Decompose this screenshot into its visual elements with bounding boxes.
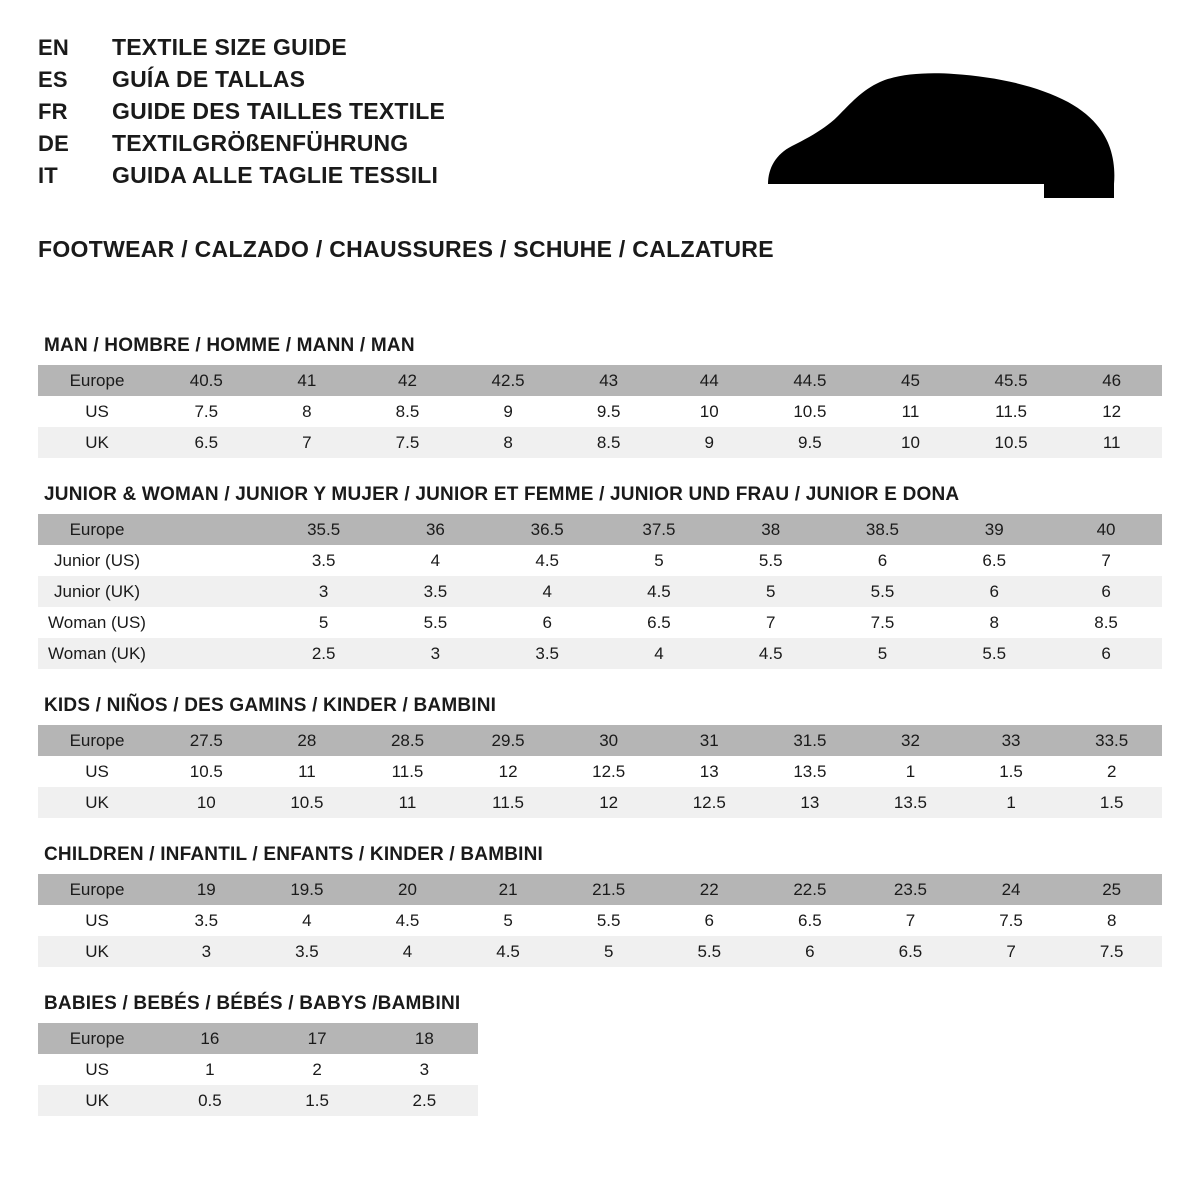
table-row — [38, 756, 1162, 787]
table-cell: 5 — [458, 905, 559, 936]
table-cell: 8.5 — [1050, 607, 1162, 638]
table-row — [38, 725, 1162, 756]
table-cell: 8 — [257, 396, 358, 427]
table-cell: 3.5 — [491, 638, 603, 669]
table-cell: 32 — [860, 725, 961, 756]
table-cell: 9.5 — [760, 427, 861, 458]
table-cell: 33 — [961, 725, 1062, 756]
section-title: BABIES / BEBÉS / BÉBÉS / BABYS /BAMBINI — [44, 993, 461, 1014]
table-cell: 5.5 — [659, 936, 760, 967]
table-cell: 10 — [860, 427, 961, 458]
language-title: TEXTILE SIZE GUIDE — [112, 34, 347, 60]
table-cell: 4 — [257, 905, 358, 936]
language-title-list — [38, 36, 445, 196]
table-cell: 4 — [603, 638, 715, 669]
section-man — [38, 335, 1162, 458]
table-cell: 7.5 — [1061, 936, 1162, 967]
table-cell: 5.5 — [938, 638, 1050, 669]
table-cell: 3.5 — [156, 905, 257, 936]
table-cell: 42.5 — [458, 365, 559, 396]
table-cell: 17 — [264, 1023, 371, 1054]
table-cell: 35.5 — [268, 514, 380, 545]
table-cell: 6.5 — [860, 936, 961, 967]
row-label: US — [38, 1054, 156, 1085]
table-cell: 12 — [458, 756, 559, 787]
row-label: US — [38, 396, 156, 427]
table-cell: 43 — [558, 365, 659, 396]
table-cell: 1 — [961, 787, 1062, 818]
table-cell: 12 — [558, 787, 659, 818]
table-cell: 7.5 — [357, 427, 458, 458]
table-cell: 6 — [827, 545, 939, 576]
table-cell: 13.5 — [760, 756, 861, 787]
table-cell: 3.5 — [257, 936, 358, 967]
table-cell: 9 — [458, 396, 559, 427]
table-cell — [156, 607, 268, 638]
table-cell: 44.5 — [760, 365, 861, 396]
table-cell: 1 — [860, 756, 961, 787]
row-label: US — [38, 756, 156, 787]
row-label: Junior (UK) — [38, 576, 156, 607]
table-cell: 5 — [268, 607, 380, 638]
table-cell: 4.5 — [357, 905, 458, 936]
table-cell: 2.5 — [268, 638, 380, 669]
section-kids — [38, 695, 1162, 818]
table-cell: 10 — [156, 787, 257, 818]
row-label: Europe — [38, 725, 156, 756]
table-cell: 6 — [1050, 638, 1162, 669]
table-cell: 4 — [380, 545, 492, 576]
table-cell: 5.5 — [380, 607, 492, 638]
table-cell: 10 — [659, 396, 760, 427]
language-title: GUIDA ALLE TAGLIE TESSILI — [112, 162, 439, 188]
table-cell: 3.5 — [380, 576, 492, 607]
table-cell: 12 — [1061, 396, 1162, 427]
table-cell: 9.5 — [558, 396, 659, 427]
table-cell: 11 — [257, 756, 358, 787]
table-cell: 8 — [938, 607, 1050, 638]
table-cell: 38.5 — [827, 514, 939, 545]
table-cell: 3.5 — [268, 545, 380, 576]
table-cell: 2 — [264, 1054, 371, 1085]
table-cell: 44 — [659, 365, 760, 396]
table-cell: 6 — [491, 607, 603, 638]
table-cell: 45 — [860, 365, 961, 396]
table-cell: 5 — [558, 936, 659, 967]
table-cell: 7 — [715, 607, 827, 638]
table-cell: 10.5 — [257, 787, 358, 818]
table-cell: 18 — [371, 1023, 478, 1054]
row-label: Europe — [38, 1023, 156, 1054]
table-cell: 7 — [860, 905, 961, 936]
table-cell: 39 — [938, 514, 1050, 545]
table-cell: 6 — [1050, 576, 1162, 607]
table-cell: 42 — [357, 365, 458, 396]
row-label: Woman (US) — [38, 607, 156, 638]
language-code: ES — [38, 67, 68, 92]
table-cell: 6.5 — [156, 427, 257, 458]
table-cell: 13 — [760, 787, 861, 818]
table-cell: 36 — [380, 514, 492, 545]
table-cell: 31.5 — [760, 725, 861, 756]
row-label: Europe — [38, 514, 156, 545]
language-code: FR — [38, 99, 68, 124]
row-label: Junior (US) — [38, 545, 156, 576]
table-cell: 23.5 — [860, 874, 961, 905]
table-cell: 29.5 — [458, 725, 559, 756]
table-cell: 36.5 — [491, 514, 603, 545]
table-cell: 11 — [357, 787, 458, 818]
table-row — [38, 607, 1162, 638]
size-table — [38, 365, 1162, 458]
table-row — [38, 576, 1162, 607]
table-cell: 5 — [603, 545, 715, 576]
table-cell: 5 — [827, 638, 939, 669]
table-cell: 6.5 — [760, 905, 861, 936]
table-cell: 10.5 — [961, 427, 1062, 458]
table-cell — [156, 576, 268, 607]
table-cell: 12.5 — [659, 787, 760, 818]
row-label: UK — [38, 787, 156, 818]
table-cell: 11 — [1061, 427, 1162, 458]
table-cell: 37.5 — [603, 514, 715, 545]
table-cell: 25 — [1061, 874, 1162, 905]
table-cell: 7 — [257, 427, 358, 458]
table-cell: 6 — [760, 936, 861, 967]
table-cell: 5 — [715, 576, 827, 607]
table-cell: 45.5 — [961, 365, 1062, 396]
table-cell: 1 — [156, 1054, 263, 1085]
section-children — [38, 844, 1162, 967]
table-cell: 4.5 — [458, 936, 559, 967]
table-row — [38, 1023, 478, 1054]
table-cell: 38 — [715, 514, 827, 545]
row-label: US — [38, 905, 156, 936]
table-cell: 28 — [257, 725, 358, 756]
table-cell: 10.5 — [760, 396, 861, 427]
table-cell: 3 — [156, 936, 257, 967]
table-cell: 40 — [1050, 514, 1162, 545]
row-label: UK — [38, 936, 156, 967]
table-cell: 3 — [268, 576, 380, 607]
table-cell: 7.5 — [827, 607, 939, 638]
table-cell: 6.5 — [603, 607, 715, 638]
table-cell: 1.5 — [264, 1085, 371, 1116]
size-table — [38, 725, 1162, 818]
table-row — [38, 396, 1162, 427]
table-cell: 2.5 — [371, 1085, 478, 1116]
section-junior-woman — [38, 484, 1162, 669]
table-cell: 5.5 — [827, 576, 939, 607]
table-row — [38, 874, 1162, 905]
language-row — [38, 164, 445, 187]
category-heading: FOOTWEAR / CALZADO / CHAUSSURES / SCHUHE / CALZATURE — [38, 236, 774, 262]
table-cell: 21.5 — [558, 874, 659, 905]
table-cell: 24 — [961, 874, 1062, 905]
table-cell: 8 — [458, 427, 559, 458]
table-cell: 8.5 — [558, 427, 659, 458]
language-title: GUÍA DE TALLAS — [112, 66, 306, 92]
table-row — [38, 427, 1162, 458]
section-babies — [38, 993, 1162, 1116]
language-code: IT — [38, 163, 58, 188]
table-row — [38, 936, 1162, 967]
table-cell: 4.5 — [603, 576, 715, 607]
table-cell: 5.5 — [715, 545, 827, 576]
table-cell: 8.5 — [357, 396, 458, 427]
table-cell: 3 — [371, 1054, 478, 1085]
row-label: UK — [38, 427, 156, 458]
table-cell: 4 — [491, 576, 603, 607]
language-row — [38, 100, 445, 123]
table-row — [38, 545, 1162, 576]
dress-shoe-icon-wrap — [748, 72, 1128, 202]
table-cell: 40.5 — [156, 365, 257, 396]
table-cell: 4 — [357, 936, 458, 967]
table-cell: 28.5 — [357, 725, 458, 756]
table-cell: 6 — [938, 576, 1050, 607]
table-cell: 20 — [357, 874, 458, 905]
row-label: Europe — [38, 874, 156, 905]
table-cell: 13 — [659, 756, 760, 787]
table-cell: 1.5 — [1061, 787, 1162, 818]
table-cell: 2 — [1061, 756, 1162, 787]
table-cell: 27.5 — [156, 725, 257, 756]
table-cell: 19.5 — [257, 874, 358, 905]
table-cell: 11.5 — [961, 396, 1062, 427]
table-cell: 13.5 — [860, 787, 961, 818]
table-row — [38, 905, 1162, 936]
table-cell: 30 — [558, 725, 659, 756]
table-row — [38, 514, 1162, 545]
language-code: DE — [38, 131, 69, 156]
row-label: UK — [38, 1085, 156, 1116]
table-cell: 16 — [156, 1023, 263, 1054]
size-table — [38, 514, 1162, 669]
table-cell: 11.5 — [357, 756, 458, 787]
table-cell: 4.5 — [491, 545, 603, 576]
table-cell — [156, 638, 268, 669]
table-cell: 19 — [156, 874, 257, 905]
table-cell: 10.5 — [156, 756, 257, 787]
dress-shoe-icon — [758, 72, 1118, 202]
table-cell: 22.5 — [760, 874, 861, 905]
table-cell — [156, 514, 268, 545]
table-cell: 31 — [659, 725, 760, 756]
table-cell: 7 — [1050, 545, 1162, 576]
language-row — [38, 36, 445, 59]
language-title: TEXTILGRÖßENFÜHRUNG — [112, 130, 409, 156]
table-cell: 9 — [659, 427, 760, 458]
language-code: EN — [38, 35, 69, 60]
table-cell: 11.5 — [458, 787, 559, 818]
table-cell: 0.5 — [156, 1085, 263, 1116]
table-cell: 7.5 — [156, 396, 257, 427]
table-cell: 11 — [860, 396, 961, 427]
table-cell: 4.5 — [715, 638, 827, 669]
size-sections — [38, 335, 1162, 1116]
language-row — [38, 132, 445, 155]
table-row — [38, 638, 1162, 669]
section-title: KIDS / NIÑOS / DES GAMINS / KINDER / BAMBINI — [44, 695, 497, 716]
table-row — [38, 1054, 478, 1085]
table-cell: 7.5 — [961, 905, 1062, 936]
table-cell: 12.5 — [558, 756, 659, 787]
page-header — [38, 36, 1162, 202]
row-label: Europe — [38, 365, 156, 396]
table-row — [38, 1085, 478, 1116]
size-table — [38, 874, 1162, 967]
table-row — [38, 365, 1162, 396]
section-title: CHILDREN / INFANTIL / ENFANTS / KINDER / BAMBINI — [44, 844, 544, 865]
language-row — [38, 68, 445, 91]
table-cell: 3 — [380, 638, 492, 669]
table-row — [38, 787, 1162, 818]
table-cell: 22 — [659, 874, 760, 905]
table-cell: 41 — [257, 365, 358, 396]
table-cell: 8 — [1061, 905, 1162, 936]
table-cell: 6.5 — [938, 545, 1050, 576]
section-title: MAN / HOMBRE / HOMME / MANN / MAN — [44, 335, 415, 356]
table-cell: 46 — [1061, 365, 1162, 396]
table-cell: 21 — [458, 874, 559, 905]
table-cell: 6 — [659, 905, 760, 936]
table-cell — [156, 545, 268, 576]
section-title: JUNIOR & WOMAN / JUNIOR Y MUJER / JUNIOR ET FEMME / JUNIOR UND FRAU / JUNIOR E DONA — [44, 484, 960, 505]
size-table — [38, 1023, 478, 1116]
table-cell: 7 — [961, 936, 1062, 967]
language-title: GUIDE DES TAILLES TEXTILE — [112, 98, 445, 124]
table-cell: 5.5 — [558, 905, 659, 936]
table-cell: 1.5 — [961, 756, 1062, 787]
table-cell: 33.5 — [1061, 725, 1162, 756]
row-label: Woman (UK) — [38, 638, 156, 669]
